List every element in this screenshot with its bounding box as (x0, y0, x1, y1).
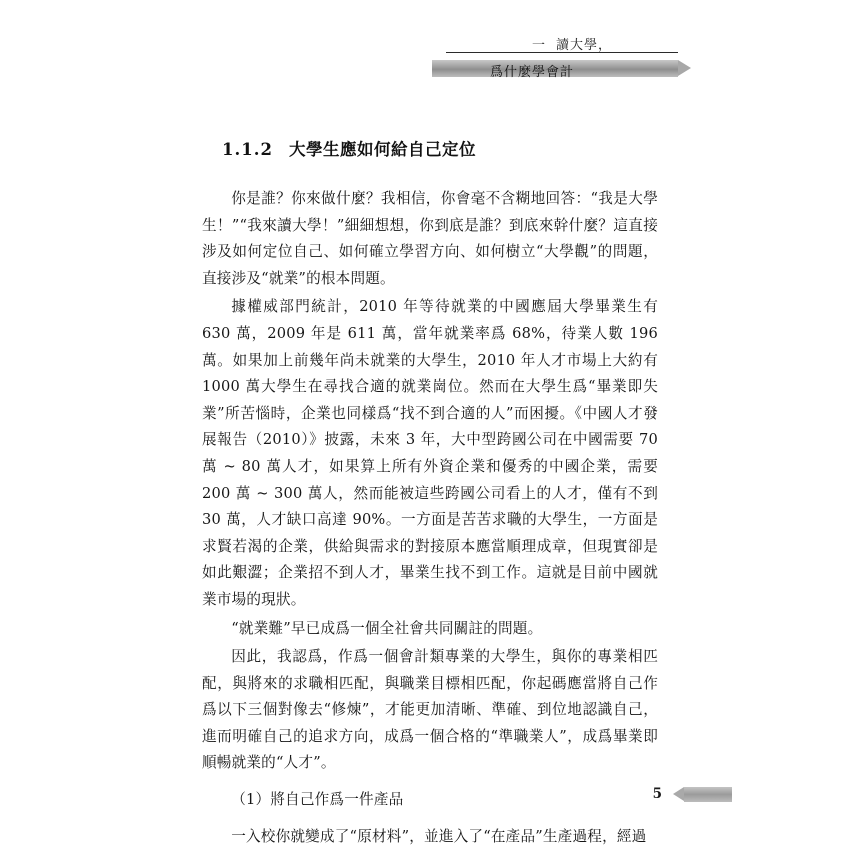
section-number: 1.1.2 (222, 140, 273, 159)
header-chapter-title: 讀大學， (556, 38, 613, 53)
page-number: 5 (652, 786, 662, 802)
section-title: 大學生應如何給自己定位 (288, 140, 476, 159)
paragraph: 因此，我認爲，作爲一個會計類專業的大學生，與你的專業相匹配，與將來的求職相匹配，與職業目標相匹配，你起碼應當將自己作爲以下三個對像去“修煉”，才能更加清晰、準確、到位地認識自己，進而明確自己的追求方向，成爲一個合格的“準職業人”，成爲畢業即順暢就業的“人才”。 (202, 648, 658, 772)
page-header (432, 34, 732, 82)
section-heading (222, 136, 658, 160)
header-chapter-subtitle: 爲什麼學會計 (490, 65, 575, 80)
paragraph-list-item: （1）將自己作爲一件產品 (231, 791, 404, 809)
paragraph: 據權威部門統計，2010 年等待就業的中國應屆大學畢業生有 630 萬，2009 年是 611 萬，當年就業率爲 68%，待業人數 196 萬。如果加上前幾年尚未就業的大學生，2010 年人才市場上大約有 1000 萬大學生在尋找合適的就業崗位。然而在大學生爲“畢業即失業”所苦惱時，企業也同樣爲“找不到合適的人”而困擾。《中國人才發展報告（2010）》披露，未來 3 年，大中型跨國公司在中國需要 70 萬 ~ 80 萬人才，如果算上所有外資企業和優秀的中國企業，需要 200 萬 ~ 300 萬人，然而能被這些跨國公司看上的人才，僅有不到 30 萬，人才缺口高達 90%。一方面是苦苦求職的大學生，一方面是求賢若渴的企業，供給與需求的對接原本應當順理成章，但現實卻是如此艱澀；企業招不到人才，畢業生找不到工作。這就是目前中國就業市場的現狀。 (202, 298, 658, 608)
header-chapter-number: 一 (532, 38, 547, 53)
page-footer (572, 786, 732, 806)
page-content (202, 136, 658, 852)
paragraph: 你是誰？你來做什麼？我相信，你會毫不含糊地回答：“我是大學生！”“我來讀大學！”細細想想，你到底是誰？到底來幹什麼？這直接涉及如何定位自己、如何確立學習方向、如何樹立“大學觀”的問題，直接涉及“就業”的根本問題。 (202, 190, 658, 287)
footer-gradient-band (684, 787, 732, 802)
paragraph: 一入校你就變成了“原材料”，並進入了“在產品”生產過程，經過 (231, 827, 647, 845)
header-chapter-line (532, 34, 612, 53)
paragraph: “就業難”早已成爲一個全社會共同關註的問題。 (231, 619, 543, 637)
